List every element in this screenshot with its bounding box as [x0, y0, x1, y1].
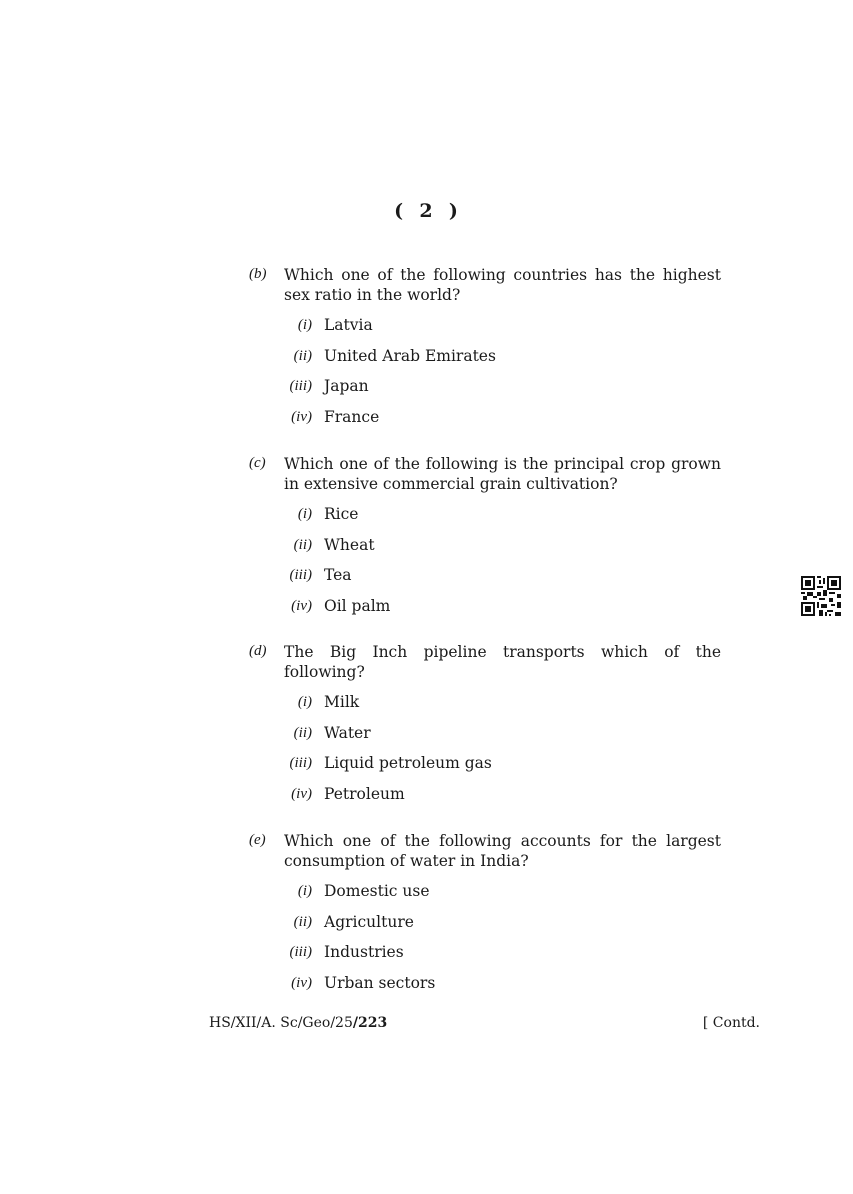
paper-code-suffix: /223 [352, 1015, 388, 1031]
option-label: (iii) [289, 944, 312, 961]
option-text: Industries [324, 943, 404, 962]
option-label: (ii) [293, 347, 312, 364]
option-list [284, 499, 721, 622]
option-text: Tea [324, 566, 352, 585]
paper-code-prefix: HS/XII/A. Sc/Geo/25 [209, 1015, 353, 1031]
option-list [284, 310, 721, 433]
option-text: France [324, 408, 380, 427]
option [284, 591, 721, 622]
option-text: Wheat [324, 535, 375, 554]
option-label: (iv) [291, 409, 312, 426]
option-text: Milk [324, 693, 360, 711]
option-text: Agriculture [324, 912, 414, 931]
option [284, 779, 721, 810]
page-number: ( 2 ) [394, 200, 459, 222]
question-text: Which one of the following countries has the highest sex ratio in the world? [284, 266, 721, 304]
option-label: (i) [297, 694, 312, 710]
option [284, 907, 721, 938]
option-label: (iii) [289, 755, 312, 772]
option-text: Urban sectors [324, 974, 436, 993]
option [284, 371, 721, 402]
option [284, 937, 721, 968]
option-label: (iv) [291, 975, 312, 992]
option [284, 402, 721, 433]
option-text: Latvia [324, 316, 373, 334]
option-text: United Arab Emirates [324, 346, 496, 365]
option [284, 560, 721, 591]
question-label: (e) [249, 832, 266, 848]
option-label: (iv) [291, 598, 312, 615]
option-label: (i) [297, 883, 312, 899]
question-text: Which one of the following is the principal crop grown in extensive commercial grain cultivation? [284, 455, 721, 493]
option-label: (i) [297, 506, 312, 522]
option-label: (iii) [289, 567, 312, 584]
option [284, 341, 721, 372]
option [284, 968, 721, 999]
option-text: Petroleum [324, 785, 405, 804]
option-list [284, 687, 721, 810]
option [284, 499, 721, 530]
option-label: (ii) [293, 913, 312, 930]
question-c [249, 455, 721, 622]
contd-marker: [ Contd. [702, 1015, 760, 1031]
option [284, 748, 721, 779]
question-b [249, 266, 721, 433]
question-d [249, 643, 721, 810]
option-label: (i) [297, 317, 312, 333]
option-list [284, 876, 721, 999]
question-label: (d) [249, 643, 267, 659]
question-text: The Big Inch pipeline transports which of the following? [284, 643, 721, 681]
option-label: (ii) [293, 724, 312, 741]
question-label: (c) [249, 455, 266, 471]
qr-code-icon [801, 576, 841, 616]
option-text: Liquid petroleum gas [324, 754, 492, 773]
option-text: Rice [324, 505, 359, 523]
option [284, 687, 721, 718]
page-number-value: 2 [419, 200, 434, 222]
option-text: Water [324, 723, 371, 742]
option-label: (ii) [293, 536, 312, 553]
question-text: Which one of the following accounts for the largest consumption of water in India? [284, 832, 721, 870]
paper-code [209, 1015, 387, 1031]
question-e [249, 832, 721, 999]
option-text: Japan [324, 377, 369, 396]
option-text: Domestic use [324, 882, 430, 900]
option-text: Oil palm [324, 597, 391, 616]
option [284, 718, 721, 749]
option [284, 530, 721, 561]
option-label: (iv) [291, 786, 312, 803]
question-label: (b) [249, 266, 267, 282]
option [284, 310, 721, 341]
option-label: (iii) [289, 378, 312, 395]
option [284, 876, 721, 907]
